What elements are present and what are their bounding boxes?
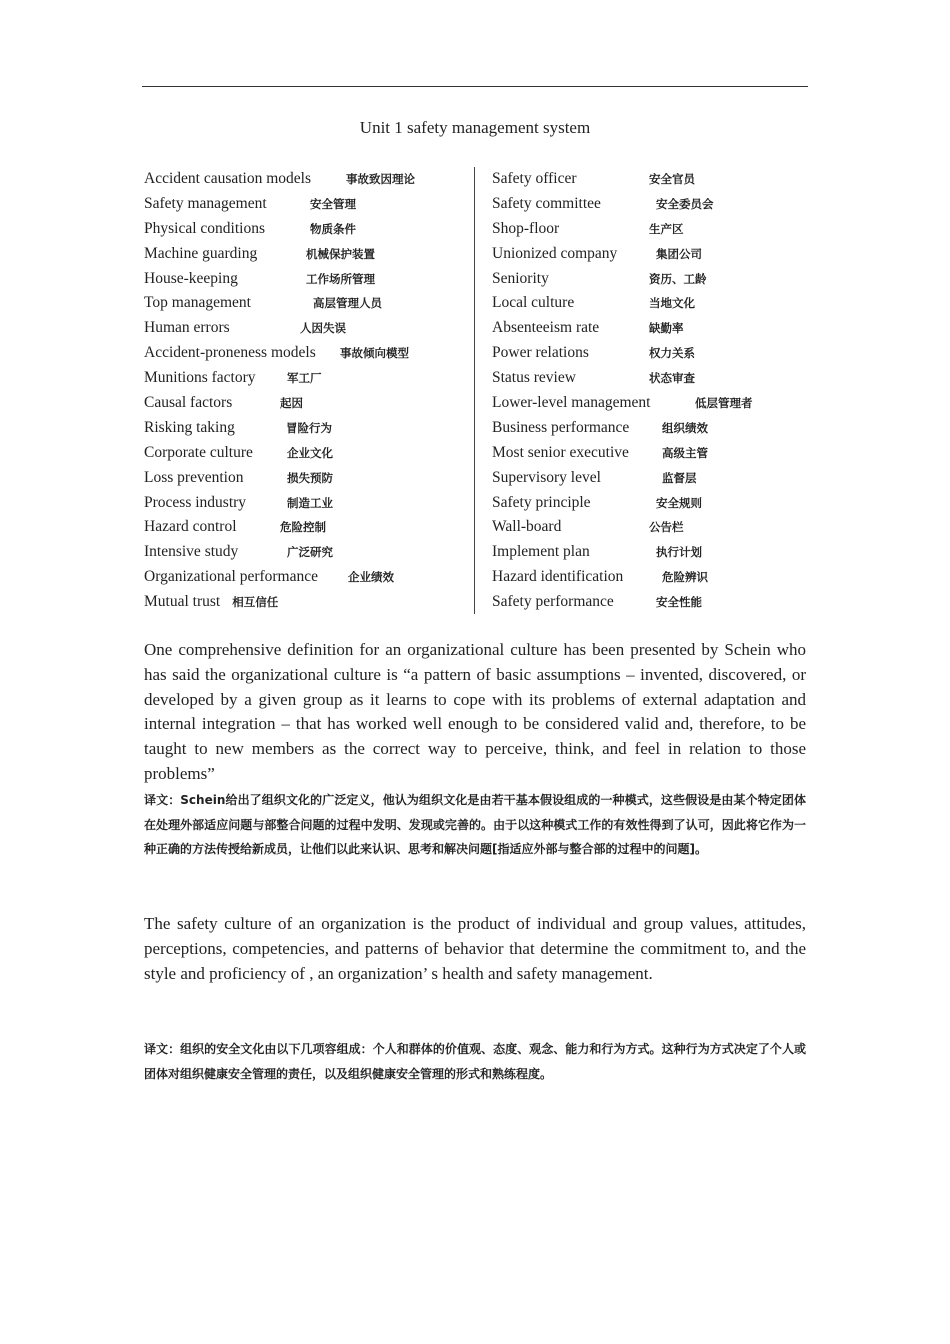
term-chinese: 危险控制: [280, 520, 326, 535]
term-chinese: 工作场所管理: [306, 271, 375, 286]
translation-safety-culture: 译文：组织的安全文化由以下几项容组成：个人和群体的价值观、态度、观念、能力和行为方式。这种行为方式决定了个人或团体对组织健康安全管理的责任，以及组织健康安全管理的形式和熟练程度。: [144, 1042, 806, 1081]
term-english: Intensive study: [144, 543, 239, 561]
vocab-row: [492, 242, 810, 267]
term-english: Hazard control: [144, 518, 237, 536]
term-chinese: 企业绩效: [348, 570, 394, 585]
term-chinese: 机械保护装置: [306, 246, 375, 261]
vocab-row: [144, 565, 474, 590]
term-english: Safety performance: [492, 593, 614, 611]
vocab-row: [144, 167, 474, 192]
term-english: Munitions factory: [144, 369, 256, 387]
term-chinese: 安全委员会: [656, 196, 714, 211]
vocabulary-right-column: [492, 167, 810, 615]
term-english: Accident causation models: [144, 170, 312, 187]
vocab-row: [492, 167, 810, 192]
term-english: Safety principle: [492, 493, 591, 511]
page-title: Unit 1 safety management system: [359, 118, 591, 137]
term-chinese: 起因: [280, 396, 303, 411]
term-chinese: 安全管理: [310, 196, 356, 211]
vocab-row: [144, 217, 474, 242]
term-english: Machine guarding: [144, 244, 258, 262]
term-english: Unionized company: [492, 244, 618, 262]
term-chinese: 当地文化: [649, 296, 695, 311]
term-chinese: 执行计划: [656, 545, 702, 560]
term-chinese: 状态审查: [649, 371, 695, 386]
term-english: Seniority: [492, 269, 549, 287]
term-english: Top management: [144, 294, 251, 312]
term-english: Safety management: [144, 194, 267, 212]
term-english: Most senior executive: [492, 443, 629, 461]
term-chinese: 损失预防: [287, 470, 333, 485]
header-rule: [142, 86, 808, 87]
paragraph-organizational-culture: One comprehensive definition for an organizational culture has been presented by Schein who has said the organizational culture is “a pattern of basic assumptions – invented, discovered, or developed by a given group as it learns to cope with its problems of external adaptation and internal integration – that has worked well enough to be considered valid and, therefore, to be taught to new members as the correct way to perceive, think, and feel in relation to those problems”: [144, 640, 806, 783]
term-chinese: 缺勤率: [649, 321, 684, 336]
term-chinese: 人因失误: [300, 321, 346, 336]
term-english: Mutual trust: [144, 593, 221, 611]
term-chinese: 组织绩效: [662, 420, 708, 435]
vocab-row: [492, 466, 810, 491]
vocab-row: [492, 441, 810, 466]
term-chinese: 资历、工龄: [649, 271, 707, 286]
term-english: Risking taking: [144, 418, 235, 436]
vocab-row: [144, 391, 474, 416]
vocab-row: [144, 466, 474, 491]
term-chinese: 安全规则: [656, 495, 702, 510]
column-divider: [474, 167, 475, 614]
vocab-row: [144, 416, 474, 441]
vocab-row: [492, 590, 810, 615]
term-chinese: 权力关系: [649, 346, 695, 361]
term-english: Status review: [492, 369, 576, 387]
term-english: House-keeping: [144, 269, 238, 287]
vocab-row: [144, 590, 474, 615]
term-english: Safety officer: [492, 170, 577, 187]
term-english: Safety committee: [492, 194, 601, 212]
term-english: Causal factors: [144, 394, 233, 412]
term-chinese: 军工厂: [287, 371, 322, 386]
term-chinese: 生产区: [649, 221, 684, 236]
term-english: Physical conditions: [144, 219, 265, 237]
vocab-row: [492, 341, 810, 366]
vocab-row: [492, 291, 810, 316]
term-english: Human errors: [144, 319, 230, 337]
translation-organizational-culture: 译文：Schein给出了组织文化的广泛定义，他认为组织文化是由若干基本假设组成的一种模式，这些假设是由某个特定团体在处理外部适应问题与部整合问题的过程中发明、发现或完善的。由于以这种模式工作的有效性得到了认可，因此将它作为一种正确的方法传授给新成员，让他们以此来认识、思考和解决问题[指适应外部与整合部的过程中的问题]。: [144, 793, 806, 856]
vocab-row: [144, 291, 474, 316]
term-chinese: 公告栏: [649, 520, 684, 535]
term-chinese: 高层管理人员: [313, 296, 382, 311]
term-english: Process industry: [144, 493, 247, 511]
term-chinese: 监督层: [662, 470, 697, 485]
vocabulary-left-column: [144, 167, 474, 615]
term-english: Implement plan: [492, 543, 590, 561]
vocab-row: [492, 267, 810, 292]
vocab-row: [492, 217, 810, 242]
vocabulary-table: [144, 167, 810, 614]
term-english: Absenteeism rate: [492, 319, 600, 337]
term-english: Lower-level management: [492, 394, 651, 412]
term-chinese: 事故致因理论: [346, 172, 415, 186]
term-chinese: 物质条件: [310, 221, 356, 236]
term-chinese: 低层管理者: [695, 396, 753, 411]
vocab-row: [492, 515, 810, 540]
vocab-row: [492, 565, 810, 590]
vocab-row: [144, 316, 474, 341]
vocab-row: [144, 341, 474, 366]
term-english: Hazard identification: [492, 568, 624, 586]
term-chinese: 冒险行为: [286, 420, 332, 435]
term-chinese: 集团公司: [656, 246, 702, 261]
vocab-row: [492, 540, 810, 565]
term-chinese: 相互信任: [232, 595, 279, 610]
vocab-row: [144, 491, 474, 516]
term-english: Local culture: [492, 294, 575, 312]
term-chinese: 企业文化: [287, 445, 333, 460]
term-chinese: 高级主管: [662, 445, 708, 460]
term-english: Corporate culture: [144, 443, 253, 461]
vocab-row: [492, 316, 810, 341]
term-english: Organizational performance: [144, 568, 319, 586]
term-english: Business performance: [492, 418, 630, 436]
vocab-row: [492, 192, 810, 217]
term-english: Loss prevention: [144, 468, 244, 486]
term-chinese: 危险辨识: [662, 570, 708, 585]
vocab-row: [144, 540, 474, 565]
vocab-row: [144, 441, 474, 466]
term-chinese: 制造工业: [287, 495, 333, 510]
vocab-row: [144, 515, 474, 540]
term-english: Accident-proneness models: [144, 344, 316, 362]
term-chinese: 事故倾向模型: [340, 346, 409, 361]
term-english: Supervisory level: [492, 468, 601, 486]
vocab-row: [144, 242, 474, 267]
term-chinese: 广泛研究: [287, 545, 333, 560]
term-english: Shop-floor: [492, 219, 560, 237]
vocab-row: [492, 366, 810, 391]
vocab-row: [144, 267, 474, 292]
term-chinese: 安全性能: [656, 595, 702, 610]
vocab-row: [492, 391, 810, 416]
term-chinese: 安全官员: [649, 172, 695, 186]
vocab-row: [144, 192, 474, 217]
term-english: Wall-board: [492, 518, 562, 536]
vocab-row: [492, 491, 810, 516]
term-english: Power relations: [492, 344, 589, 362]
vocab-row: [144, 366, 474, 391]
vocab-row: [492, 416, 810, 441]
paragraph-safety-culture: The safety culture of an organization is the product of individual and group values, attitudes, perceptions, competencies, and patterns of behavior that determine the commitment to, and the style and proficiency of , an organization’ s health and safety management.: [144, 914, 806, 983]
